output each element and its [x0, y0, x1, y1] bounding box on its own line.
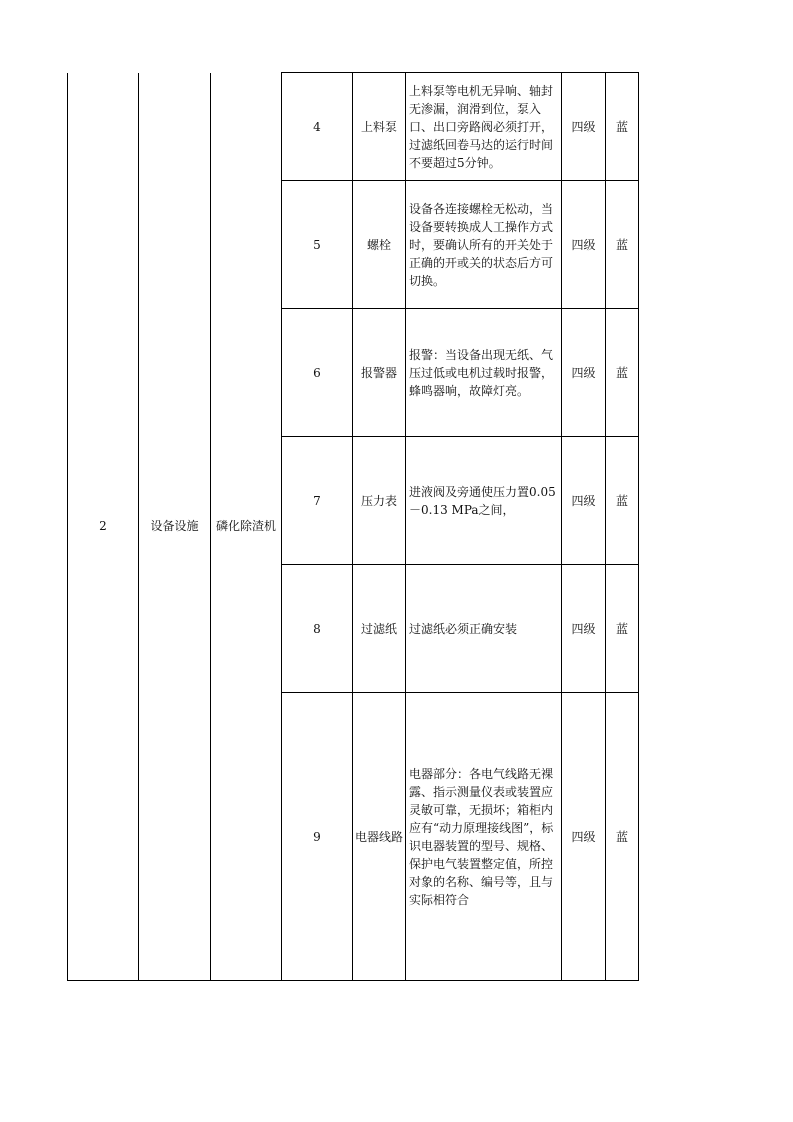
inspection-table [67, 72, 639, 981]
requirement-cell: 过滤纸必须正确安装 [406, 565, 562, 693]
level-cell: 四级 [562, 309, 606, 437]
inspection-table-sheet [67, 72, 639, 981]
color-cell: 蓝 [606, 565, 639, 693]
category-cell: 设备设施 [139, 73, 211, 981]
level-cell: 四级 [562, 565, 606, 693]
requirement-cell: 进液阀及旁通使压力置0.05－0.13 MPa之间， [406, 437, 562, 565]
part-cell: 螺栓 [353, 181, 406, 309]
color-cell: 蓝 [606, 437, 639, 565]
level-cell: 四级 [562, 73, 606, 181]
table-row [68, 73, 639, 181]
device-cell: 磷化除渣机 [211, 73, 282, 981]
item-number-cell: 4 [282, 73, 353, 181]
color-cell: 蓝 [606, 181, 639, 309]
part-cell: 压力表 [353, 437, 406, 565]
item-number-cell: 5 [282, 181, 353, 309]
requirement-cell: 上料泵等电机无异响、轴封无渗漏，润滑到位，泵入口、出口旁路阀必须打开，过滤纸回卷马达的运行时间不要超过5分钟。 [406, 73, 562, 181]
part-cell: 上料泵 [353, 73, 406, 181]
requirement-cell: 电器部分：各电气线路无裸露、指示测量仪表或装置应灵敏可靠，无损坏；箱柜内应有“动力原理接线图”，标识电器装置的型号、规格、保护电气装置整定值，所控对象的名称、编号等，且与实际相符合 [406, 693, 562, 981]
part-cell: 过滤纸 [353, 565, 406, 693]
level-cell: 四级 [562, 693, 606, 981]
seq-cell: 2 [68, 73, 139, 981]
item-number-cell: 6 [282, 309, 353, 437]
item-number-cell: 9 [282, 693, 353, 981]
color-cell: 蓝 [606, 73, 639, 181]
level-cell: 四级 [562, 437, 606, 565]
part-cell: 电器线路 [353, 693, 406, 981]
item-number-cell: 7 [282, 437, 353, 565]
level-cell: 四级 [562, 181, 606, 309]
color-cell: 蓝 [606, 693, 639, 981]
requirement-cell: 设备各连接螺栓无松动，当设备要转换成人工操作方式时，要确认所有的开关处于正确的开或关的状态后方可切换。 [406, 181, 562, 309]
requirement-cell: 报警：当设备出现无纸、气压过低或电机过载时报警，蜂鸣器响，故障灯亮。 [406, 309, 562, 437]
item-number-cell: 8 [282, 565, 353, 693]
part-cell: 报警器 [353, 309, 406, 437]
color-cell: 蓝 [606, 309, 639, 437]
